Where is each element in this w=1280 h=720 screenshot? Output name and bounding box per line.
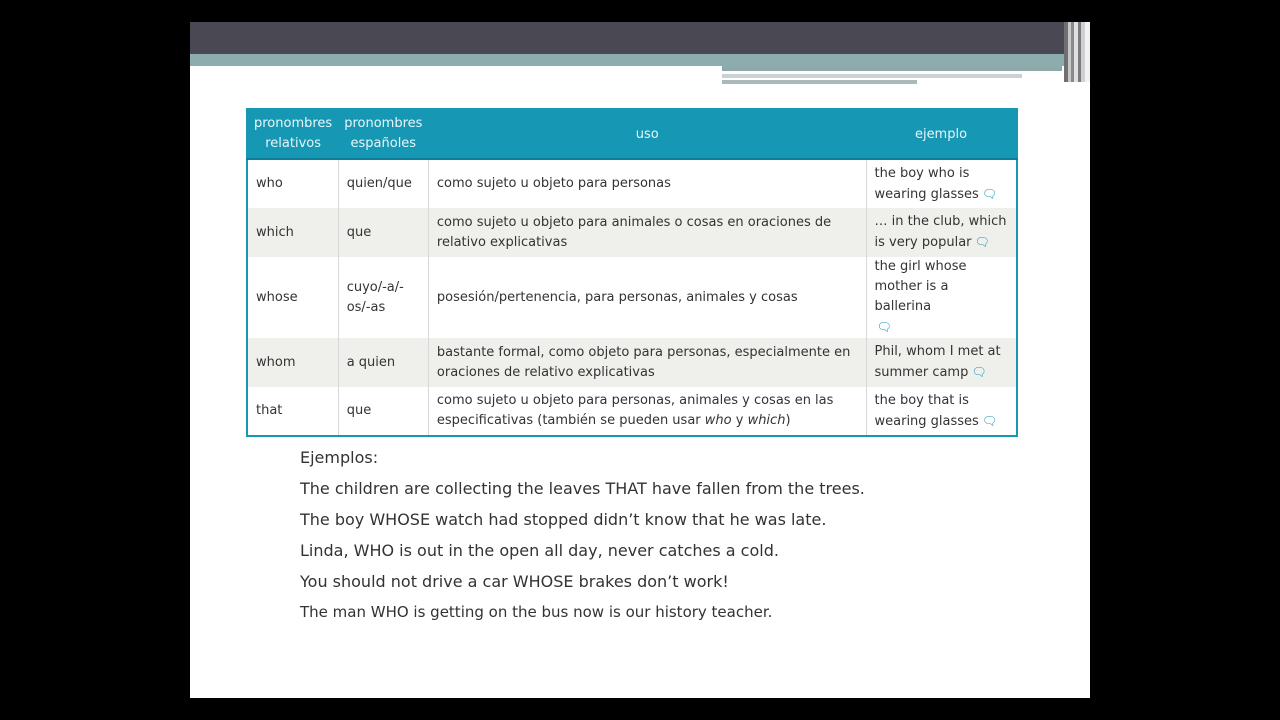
ejemplo-cell: the girl whose mother is a ballerina 🗨︎ [874, 259, 967, 334]
spanish-cell: a quien [338, 338, 428, 387]
spanish-cell: que [338, 208, 428, 257]
examples-title: Ejemplos: [300, 448, 379, 467]
example-sentence: The man WHO is getting on the bus now is our history teacher. [300, 603, 773, 621]
ejemplo-cell: Phil, whom I met at summer camp 🗨︎ [866, 338, 1017, 387]
table-row [247, 387, 1017, 436]
pronoun-cell: which [247, 208, 338, 257]
example-sentence: The boy WHOSE watch had stopped didn’t know that he was late. [300, 510, 827, 529]
decorative-stripes [1064, 22, 1090, 82]
spanish-cell: cuyo/-a/- os/-as [338, 257, 428, 338]
speech-bubble-icon[interactable]: 🗨︎ [974, 235, 990, 249]
uso-cell: como sujeto u objeto para personas [428, 159, 866, 208]
slide [190, 22, 1090, 698]
table-row [247, 338, 1017, 387]
header-espanoles: pronombres españoles [338, 109, 428, 159]
header-relativos: pronombres relativos [247, 109, 338, 159]
ejemplo-cell: the boy that is wearing glasses 🗨︎ [874, 392, 998, 429]
speech-bubble-icon[interactable]: 🗨︎ [876, 320, 892, 334]
header-band [190, 22, 1090, 54]
spanish-cell: quien/que [338, 159, 428, 208]
uso-cell: bastante formal, como objeto para personas, especialmente en oraciones de relativo explicativas [428, 338, 866, 387]
speech-bubble-icon[interactable]: 🗨︎ [981, 186, 998, 201]
header-accent-line [722, 80, 917, 84]
pronoun-cell: whose [247, 257, 338, 338]
header-accent-line [722, 74, 1022, 78]
pronoun-cell: who [247, 159, 338, 208]
uso-cell: como sujeto u objeto para personas, animales y cosas en las especificativas (también se pueden usar who y which) [428, 387, 866, 436]
header-accent-band [190, 54, 1065, 66]
table-row [247, 208, 1017, 257]
table-header-row [247, 109, 1017, 159]
pronoun-cell: whom [247, 338, 338, 387]
header-ejemplo: ejemplo [866, 109, 1017, 159]
examples-section [300, 442, 865, 628]
table-row [247, 159, 1017, 208]
ejemplo-cell: … in the club, which is very popular 🗨︎ [866, 208, 1017, 257]
example-sentence: The children are collecting the leaves THAT have fallen from the trees. [300, 479, 865, 498]
header-accent-line [722, 66, 1062, 71]
relative-pronouns-table [246, 108, 1018, 437]
spanish-cell: que [338, 387, 428, 436]
speech-bubble-icon[interactable]: 🗨︎ [981, 413, 998, 428]
speech-bubble-icon[interactable]: 🗨︎ [971, 365, 987, 379]
ejemplo-cell: the boy who is wearing glasses 🗨︎ [874, 165, 998, 202]
example-sentence: You should not drive a car WHOSE brakes don’t work! [300, 572, 729, 591]
table-row [247, 257, 1017, 338]
uso-cell: posesión/pertenencia, para personas, animales y cosas [428, 257, 866, 338]
example-sentence: Linda, WHO is out in the open all day, never catches a cold. [300, 541, 779, 560]
uso-cell: como sujeto u objeto para animales o cosas en oraciones de relativo explicativas [428, 208, 866, 257]
pronoun-cell: that [247, 387, 338, 436]
header-uso: uso [428, 109, 866, 159]
